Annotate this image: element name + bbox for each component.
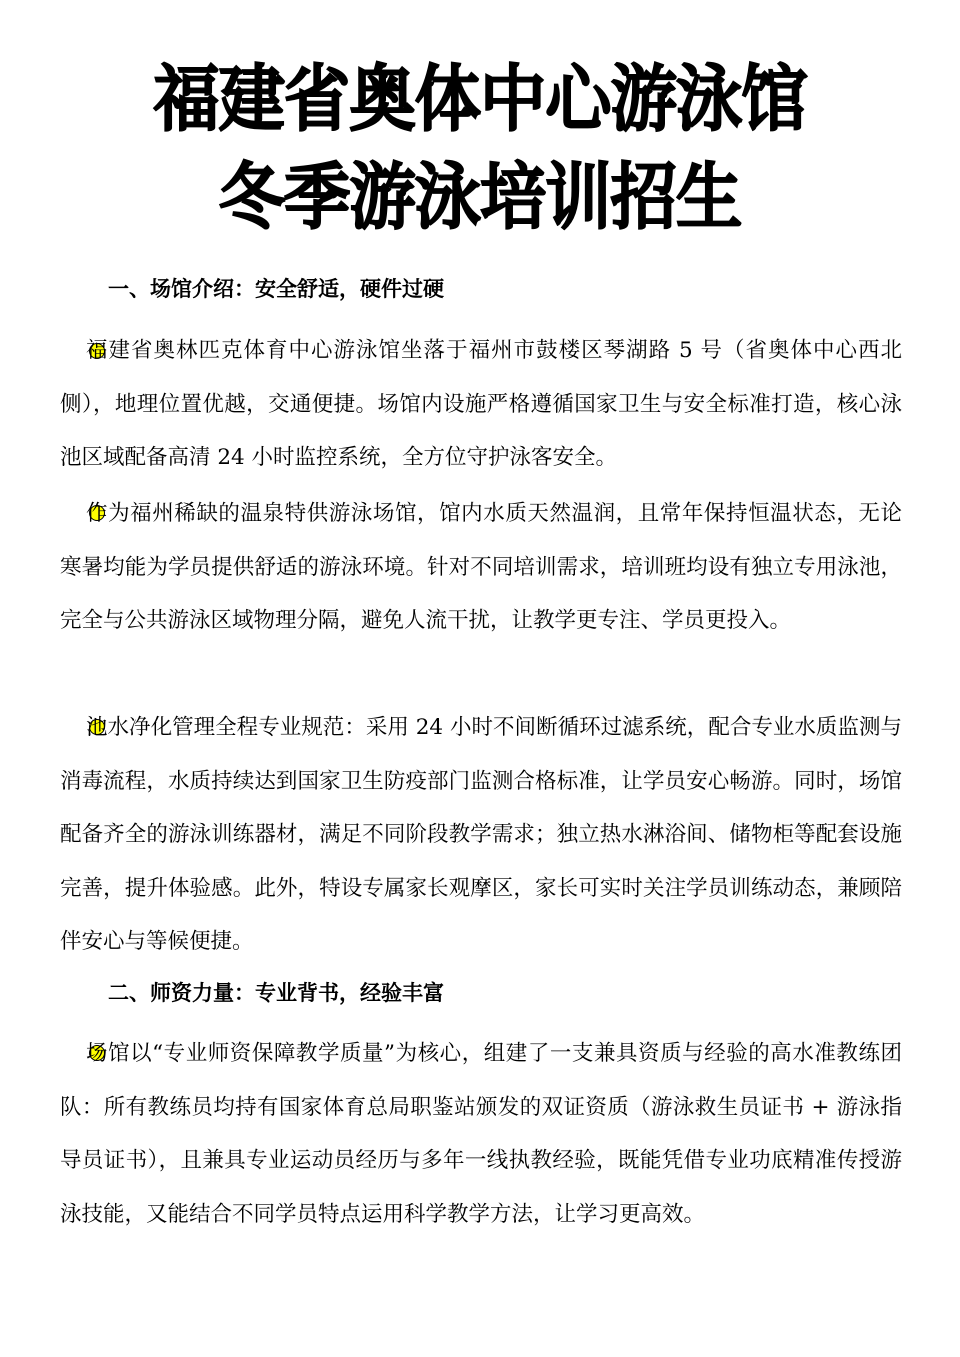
section-heading-coaches: 二、师资力量：专业背书，经验丰富 (108, 981, 444, 1005)
paragraph-venue-location: 福建省奥林匹克体育中心游泳馆坐落于福州市鼓楼区琴湖路 5 号（省奥体中心西北侧），地理位置优越，交通便捷。场馆内设施严格遵循国家卫生与安全标准打造，核心泳池区域配备高清 24 小时监控系统，全方位守护泳客安全。 (60, 338, 902, 470)
title-line-1: 福建省奥体中心游泳馆 (153, 57, 807, 141)
title-line-2: 冬季游泳培训招生 (218, 155, 742, 239)
paragraph-venue-hot-spring: 作为福州稀缺的温泉特供游泳场馆，馆内水质天然温润，且常年保持恒温状态，无论寒暑均能为学员提供舒适的游泳环境。针对不同培训需求，培训班均设有独立专用泳池，完全与公共游泳区域物理分隔，避免人流干扰，让教学更专注、学员更投入。 (60, 501, 902, 633)
paragraph-venue-water-quality: 池水净化管理全程专业规范：采用 24 小时不间断循环过滤系统，配合专业水质监测与消毒流程，水质持续达到国家卫生防疫部门监测合格标准，让学员安心畅游。同时，场馆配备齐全的游泳训练器材，满足不同阶段教学需求；独立热水淋浴间、储物柜等配套设施完善，提升体验感。此外，特设专属家长观摩区，家长可实时关注学员训练动态，兼顾陪伴安心与等候便捷。 (60, 715, 902, 954)
section-heading-venue: 一、场馆介绍：安全舒适，硬件过硬 (108, 277, 444, 301)
paragraph-coaches: 场馆以“专业师资保障教学质量”为核心，组建了一支兼具资质与经验的高水准教练团队：所有教练员均持有国家体育总局职鉴站颁发的双证资质（游泳救生员证书 + 游泳指导员证书），且兼具专业运动员经历与多年一线执教经验，既能凭借专业功底精准传授游泳技能，又能结合不同学员特点运用科学教学方法，让学习更高效。 (60, 1041, 902, 1227)
